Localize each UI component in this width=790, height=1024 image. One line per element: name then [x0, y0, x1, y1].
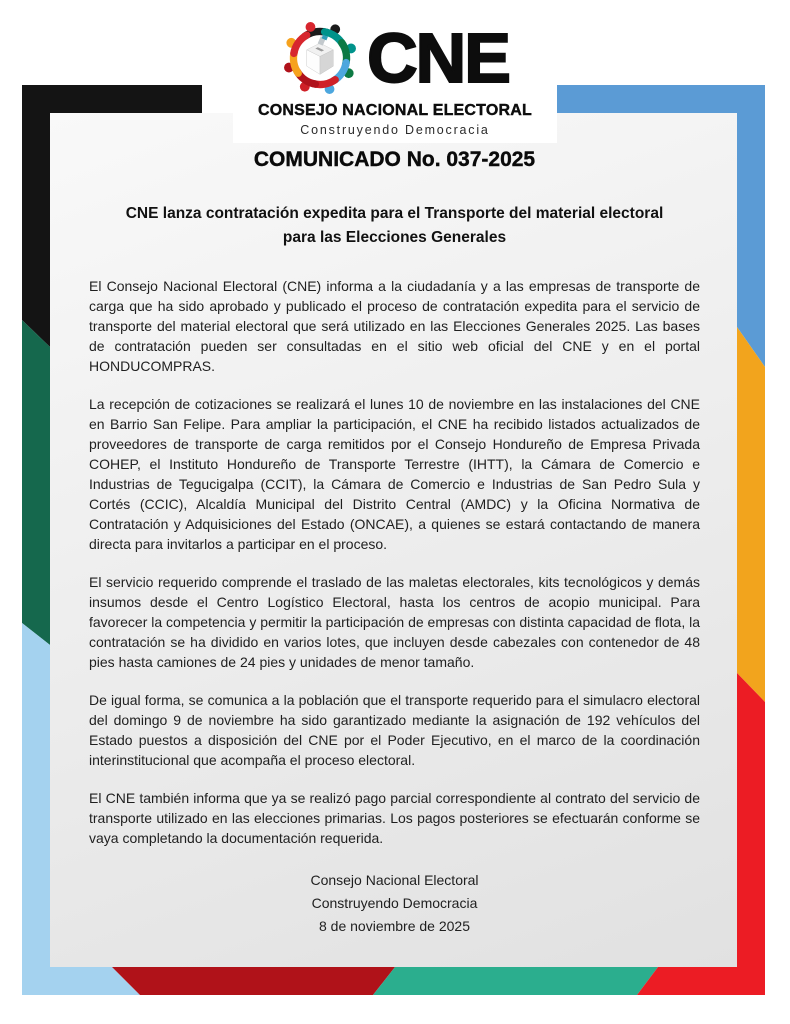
document-closing — [89, 869, 700, 938]
logo-name: CONSEJO NACIONAL ELECTORAL — [258, 102, 532, 119]
closing-line: 8 de noviembre de 2025 — [319, 918, 470, 934]
closing-line: Construyendo Democracia — [311, 895, 478, 911]
logo-acronym: CNE — [367, 19, 509, 97]
body-paragraph: De igual forma, se comunica a la población que el transporte requerido para el simulacro electoral del domingo 9 de noviembre ha sido garantizado mediante la asignación de 192 vehículos del Estado puestos a disposición del CNE por el Poder Ejecutivo, en el marco de la coordinación interinstitucional que acompaña el proceso electoral. — [89, 692, 700, 768]
body-paragraph: El Consejo Nacional Electoral (CNE) informa a la ciudadanía y a las empresas de transporte de carga que ha sido aprobado y publicado el proceso de contratación expedita para el servicio de transporte del material electoral que será utilizado en las Elecciones Generales 2025. Las bases de contratación pueden ser consultadas en el sitio web oficial del CNE y en el portal HONDUCOMPRAS. — [89, 278, 700, 374]
border-segment-bottom-teal — [373, 967, 658, 995]
border-segment-right-blue — [737, 85, 765, 367]
document-body — [89, 276, 700, 848]
logo-ring-icon — [281, 19, 359, 97]
border-segment-bottom-darkred — [112, 967, 395, 995]
page-title: COMUNICADO No. 037-2025 — [253, 148, 536, 171]
border-segment-left-black — [22, 85, 50, 347]
document-content — [50, 113, 737, 967]
document-subtitle: CNE lanza contratación expedita para el Transporte del material electoral para las Elecciones Generales — [125, 205, 664, 246]
body-paragraph: El servicio requerido comprende el traslado de las maletas electorales, kits tecnológicos y demás insumos desde el Centro Logístico Electoral, hasta los centros de acopio municipal. Para favorecer la competencia y permitir la participación de empresas con distinta capacidad de flota, la contratación se ha dividido en varios lotes, que incluyen desde cabezales con contenedor de 48 pies hasta camiones de 24 pies y unidades de menor tamaño. — [89, 574, 700, 670]
logo-tagline: Construyendo Democracia — [300, 123, 490, 137]
body-paragraph: El CNE también informa que ya se realizó pago parcial correspondiente al contrato del servicio de transporte utilizado en las elecciones primarias. Los pagos posteriores se efectuarán conforme se vaya completando la documentación requerida. — [89, 790, 700, 846]
ballot-box-icon — [307, 35, 334, 75]
border-segment-left-lightblue — [22, 623, 50, 995]
border-segment-right-red — [737, 673, 765, 995]
closing-line: Consejo Nacional Electoral — [310, 872, 479, 888]
body-paragraph: La recepción de cotizaciones se realizará el lunes 10 de noviembre en las instalaciones del CNE en Barrio San Felipe. Para ampliar la participación, el CNE ha recibido listados actualizados de proveedores de transporte de carga remitidos por el Consejo Hondureño de Empresa Privada COHEP, el Instituto Hondureño de Transporte Terrestre (IHTT), la Cámara de Comercio e Industrias de Tegucigalpa (CCIT), la Cámara de Comercio e Industrias de San Pedro Sula y Cortés (CCIC), Alcaldía Municipal del Distrito Central (AMDC) y la Oficina Normativa de Contratación y Adquisiciones del Estado (ONCAE), a quienes se estará contactando de manera directa para invitarlos a participar en el proceso. — [89, 396, 700, 552]
border-segment-right-orange — [737, 327, 765, 702]
cne-logo — [233, 16, 557, 143]
logo-row — [281, 18, 509, 98]
border-segment-left-green — [22, 320, 50, 645]
